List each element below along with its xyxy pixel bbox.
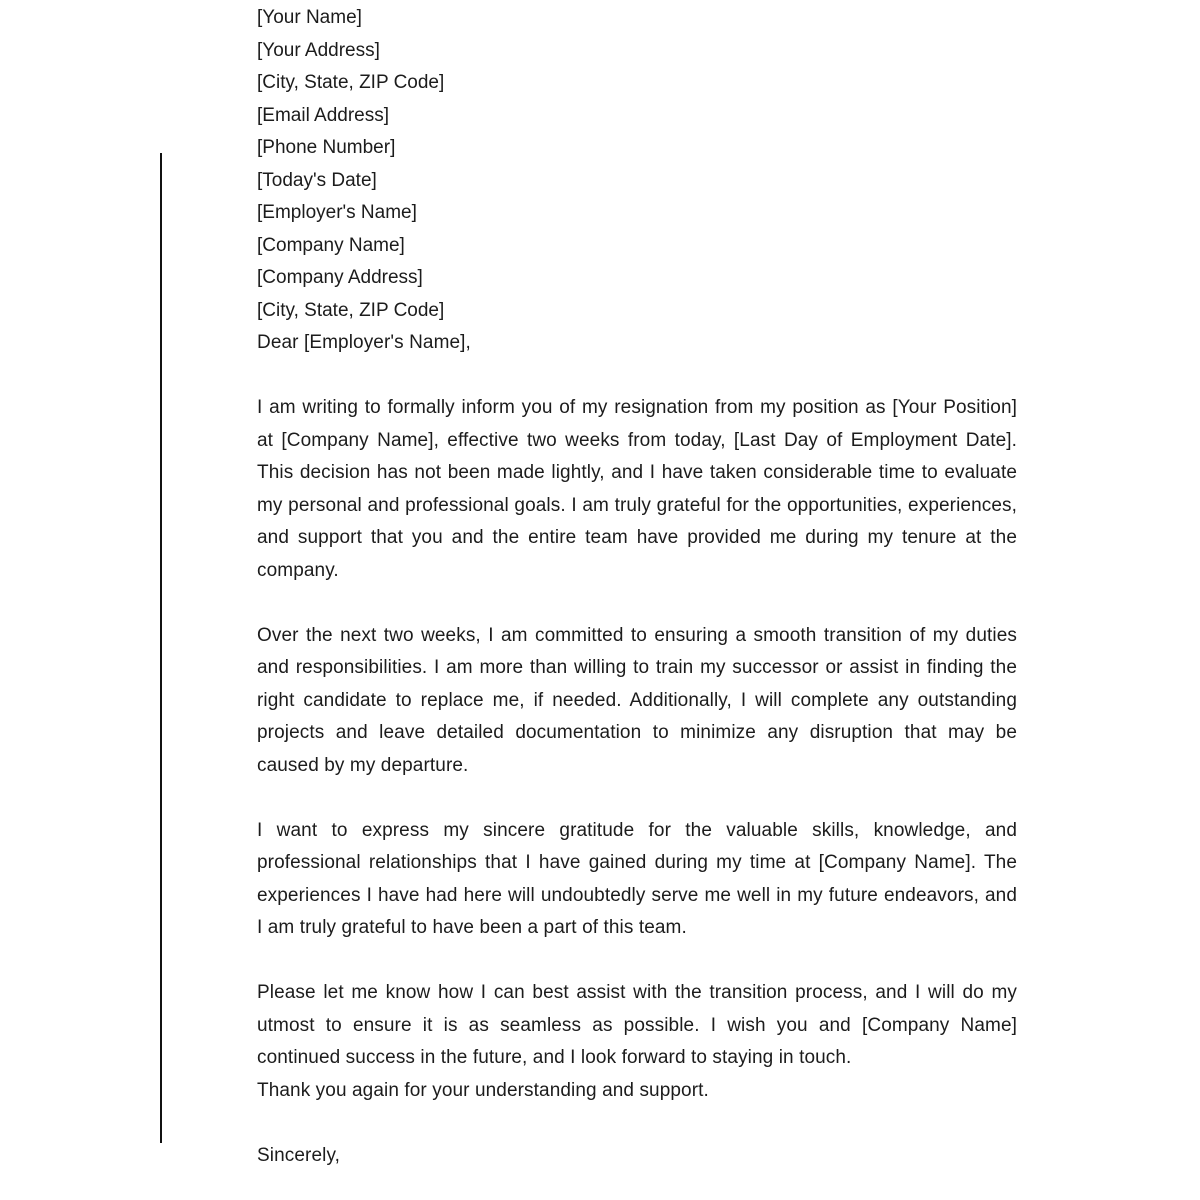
letter-body <box>257 2 1017 1172</box>
recipient-block <box>257 197 1017 327</box>
sender-block <box>257 2 1017 197</box>
salutation: Dear [Employer's Name], <box>257 332 471 353</box>
closing: Sincerely, <box>257 1144 341 1166</box>
letter-date: [Today's Date] <box>257 169 377 191</box>
paragraph-assistance: Please let me know how I can best assist with the transition process, and I will do my utmost to ensure it is as seamless as possible. I wish you and [Company Name] continued success in the future, and I look forward to staying in touch. <box>257 982 1017 1068</box>
recipient-company-address: [Company Address] <box>257 267 423 288</box>
paragraph-resignation: I am writing to formally inform you of my resignation from my position as [Your Position] at [Company Name], effective two weeks from today, [Last Day of Employment Date]. This decision has not been made lightly, and I have taken considerable time to evaluate my personal and professional goals. I am truly grateful for the opportunities, experiences, and support that you and the entire team have provided me during my tenure at the company. <box>257 397 1017 581</box>
sender-phone: [Phone Number] <box>257 137 396 158</box>
sender-email: [Email Address] <box>257 104 389 126</box>
margin-rule <box>160 153 162 1143</box>
sender-city-state-zip: [City, State, ZIP Code] <box>257 72 445 93</box>
sender-name: [Your Name] <box>257 7 362 28</box>
paragraph-transition: Over the next two weeks, I am committed to ensuring a smooth transition of my duties and responsibilities. I am more than willing to train my successor or assist in finding the right candidate to replace me, if needed. Additionally, I will complete any outstanding projects and leave detailed documentation to minimize any disruption that may be caused by my departure. <box>257 624 1017 776</box>
recipient-employer-name: [Employer's Name] <box>257 202 417 223</box>
paragraph-gratitude: I want to express my sincere gratitude for the valuable skills, knowledge, and professional relationships that I have gained during my time at [Company Name]. The experiences I have had here will undoubtedly serve me well in my future endeavors, and I am truly grateful to have been a part of this team. <box>257 819 1017 938</box>
sender-address: [Your Address] <box>257 39 380 61</box>
thanks-line: Thank you again for your understanding and support. <box>257 1079 709 1101</box>
recipient-city-state-zip: [City, State, ZIP Code] <box>257 299 445 321</box>
recipient-company-name: [Company Name] <box>257 234 405 256</box>
